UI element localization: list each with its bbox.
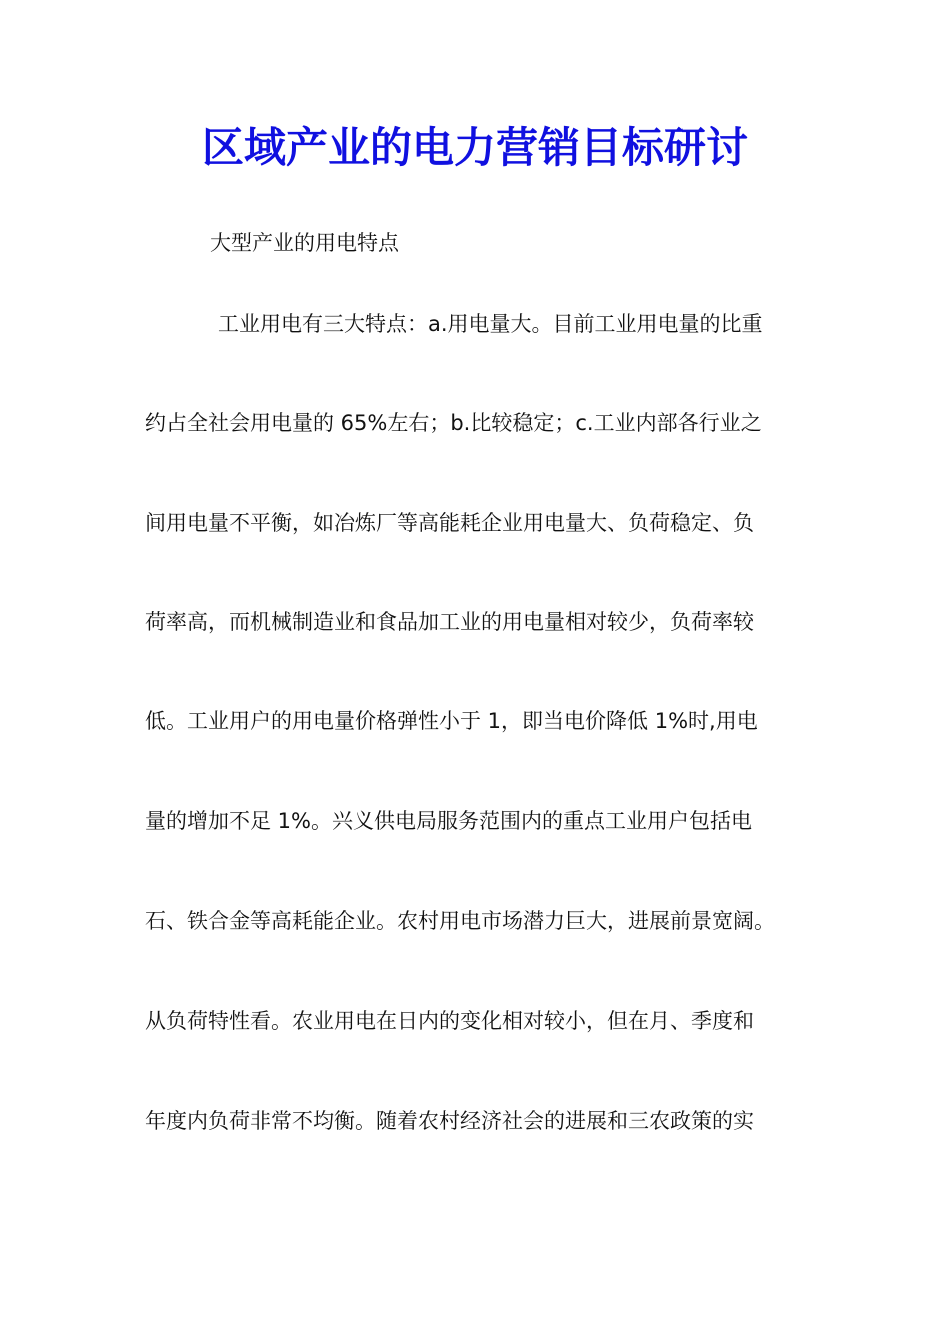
paragraph-line: 年度内负荷非常不均衡。随着农村经济社会的进展和三农政策的实 <box>145 1109 754 1133</box>
paragraph-line: 工业用电有三大特点：a.用电量大。目前工业用电量的比重 <box>218 312 763 336</box>
paragraph-line: 约占全社会用电量的 65%左右；b.比较稳定；c.工业内部各行业之 <box>145 411 762 435</box>
paragraph-line: 量的增加不足 1%。兴义供电局服务范围内的重点工业用户包括电 <box>145 809 752 833</box>
document-title: 区域产业的电力营销目标研讨 <box>201 123 748 172</box>
paragraph-line: 从负荷特性看。农业用电在日内的变化相对较小，但在月、季度和 <box>145 1009 754 1033</box>
paragraph-line: 荷率高，而机械制造业和食品加工业的用电量相对较少，负荷率较 <box>145 610 754 634</box>
paragraph-line: 低。工业用户的用电量价格弹性小于 1，即当电价降低 1%时,用电 <box>145 709 758 733</box>
paragraph-line: 间用电量不平衡，如冶炼厂等高能耗企业用电量大、负荷稳定、负 <box>145 511 754 535</box>
section-heading: 大型产业的用电特点 <box>210 231 399 255</box>
paragraph-line: 石、铁合金等高耗能企业。农村用电市场潜力巨大，进展前景宽阔。 <box>145 909 775 933</box>
